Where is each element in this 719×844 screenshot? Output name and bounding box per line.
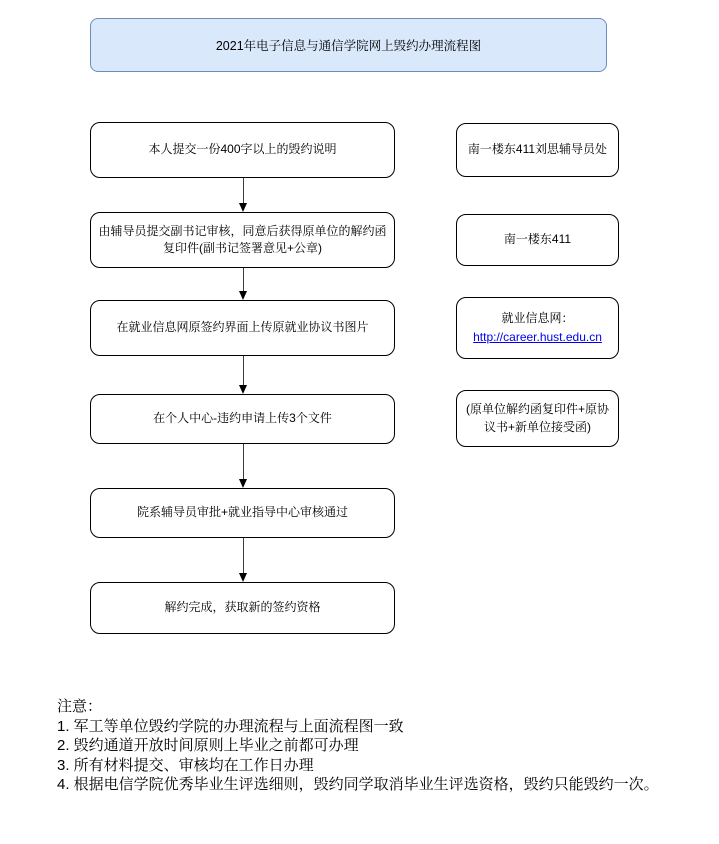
annotation-label: 南一楼东411刘思辅导员处 (467, 142, 608, 157)
flow-step-label: 由辅导员提交副书记审核，同意后获得原单位的解约函复印件(副书记签署意见+公章) (98, 223, 387, 255)
flow-step-label: 院系辅导员审批+就业指导中心审核通过 (136, 505, 348, 520)
arrow-down-icon (238, 178, 249, 212)
arrow-down-icon (238, 356, 249, 394)
page-title: 2021年电子信息与通信学院网上毁约办理流程图 (215, 39, 482, 53)
notes-section (57, 697, 712, 795)
flow-step-label: 在就业信息网原签约界面上传原就业协议书图片 (116, 320, 369, 335)
annotation-label: 就业信息网： (501, 310, 574, 325)
note-item-4: 4. 根据电信学院优秀毕业生评选细则，毁约同学取消毕业生评选资格，毁约只能毁约一次。 (57, 776, 659, 793)
arrow-down-icon (238, 538, 249, 582)
flow-step-upload-files (90, 394, 395, 444)
flow-step-label: 在个人中心-违约申请上传3个文件 (153, 411, 332, 426)
annotation-location-counselor (456, 123, 619, 177)
note-item-1: 1. 军工等单位毁约学院的办理流程与上面流程图一致 (57, 717, 404, 735)
flow-step-label: 解约完成，获取新的签约资格 (164, 600, 321, 615)
flow-step-submit-statement (90, 122, 395, 178)
career-website-link[interactable]: http://career.hust.edu.cn (473, 330, 602, 344)
annotation-required-files (456, 390, 619, 447)
flow-step-upload-agreement (90, 300, 395, 356)
arrow-down-icon (238, 268, 249, 300)
flow-step-approval (90, 488, 395, 538)
annotation-label: 南一楼东411 (503, 232, 572, 247)
note-item-2: 2. 毁约通道开放时间原则上毕业之前都可办理 (57, 737, 359, 754)
title-box (90, 18, 607, 72)
arrow-down-icon (238, 444, 249, 488)
annotation-label: (原单位解约函复印件+原协议书+新单位接受函) (465, 402, 609, 434)
flow-step-complete (90, 582, 395, 634)
flow-step-counselor-review (90, 212, 395, 268)
notes-heading: 注意： (57, 698, 103, 715)
flow-step-label: 本人提交一份400字以上的毁约说明 (148, 142, 337, 157)
annotation-career-website (456, 297, 619, 359)
note-item-3: 3. 所有材料提交、审核均在工作日办理 (57, 756, 314, 774)
annotation-location-office (456, 214, 619, 266)
